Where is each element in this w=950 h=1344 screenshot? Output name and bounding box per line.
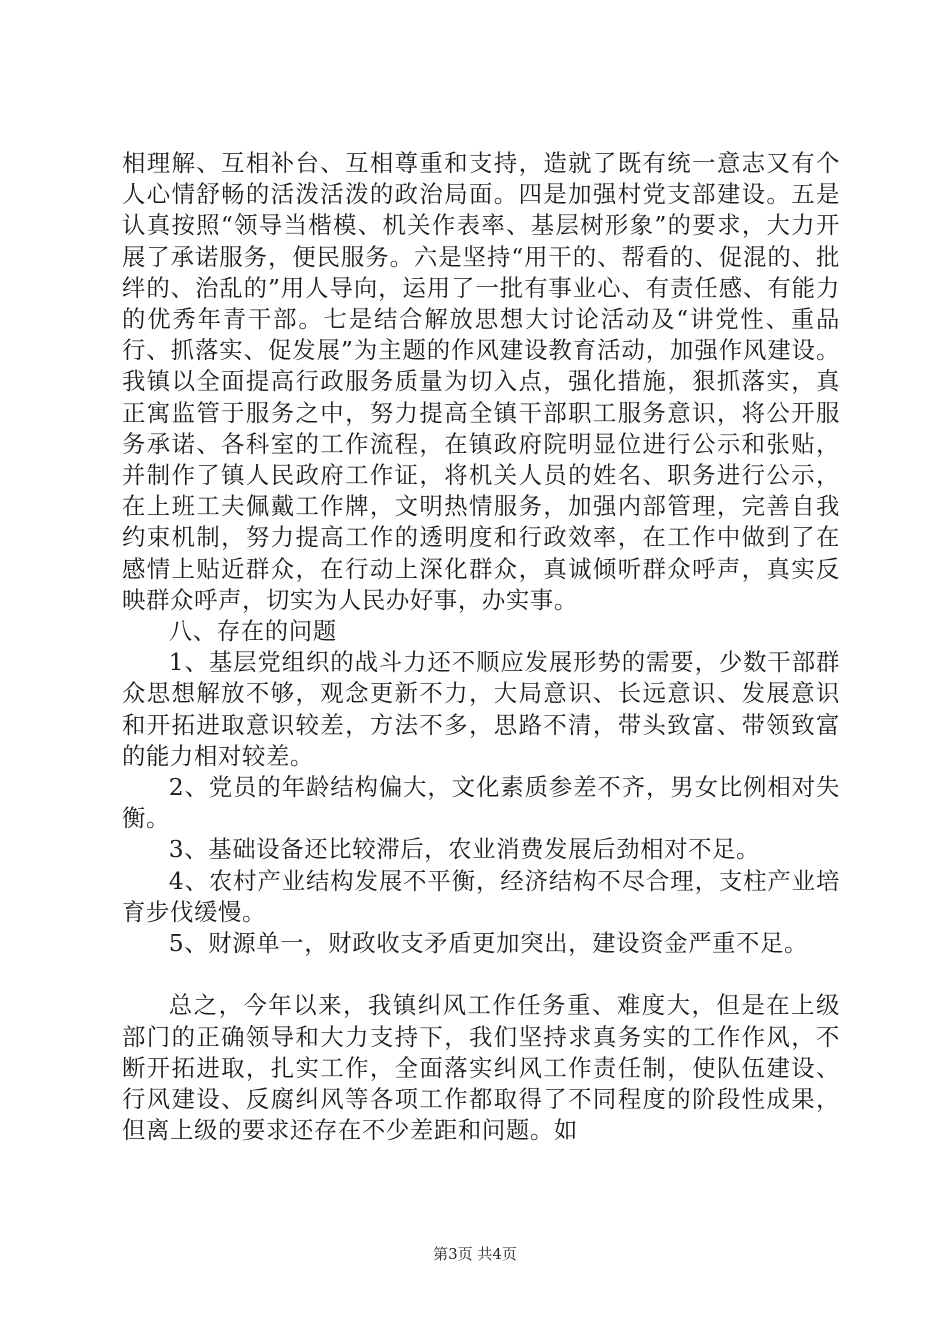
document-body — [122, 148, 840, 1146]
problem-item: 1、基层党组织的战斗力还不顺应发展形势的需要，少数干部群众思想解放不够，观念更新不力，大局意识、长远意识、发展意识和开拓进取意识较差，方法不多，思路不清，带头致富、带领致富的能力相对较差。 — [122, 648, 840, 770]
problem-item: 2、党员的年龄结构偏大，文化素质参差不齐，男女比例相对失衡。 — [122, 773, 840, 833]
section-heading: 八、存在的问题 — [168, 617, 337, 646]
paragraph-gap — [122, 959, 840, 990]
problem-item: 3、基础设备还比较滞后，农业消费发展后劲相对不足。 — [168, 835, 761, 864]
paragraph-continued: 相理解、互相补台、互相尊重和支持，造就了既有统一意志又有个人心情舒畅的活泼活泼的政治局面。四是加强村党支部建设。五是认真按照“领导当楷模、机关作表率、基层树形象”的要求，大力开展了承诺服务，便民服务。六是坚持“用干的、帮看的、促混的、批绊的、治乱的”用人导向，运用了一批有事业心、有责任感、有能力的优秀年青干部。七是结合解放思想大讨论活动及“讲党性、重品行、抓落实、促发展”为主题的作风建设教育活动，加强作风建设。我镇以全面提高行政服务质量为切入点，强化措施，狠抓落实，真正寓监管于服务之中，努力提高全镇干部职工服务意识，将公开服务承诺、各科室的工作流程，在镇政府院明显位进行公示和张贴，并制作了镇人民政府工作证，将机关人员的姓名、职务进行公示，在上班工夫佩戴工作牌，文明热情服务，加强内部管理，完善自我约束机制，努力提高工作的透明度和行政效率，在工作中做到了在感情上贴近群众，在行动上深化群众，真诚倾听群众呼声，真实反映群众呼声，切实为人民办好事，办实事。 — [122, 149, 840, 614]
page-footer: 第3页 共4页 — [433, 1245, 517, 1263]
problem-item: 5、财源单一，财政收支矛盾更加突出，建设资金严重不足。 — [168, 929, 809, 958]
problem-item: 4、农村产业结构发展不平衡，经济结构不尽合理，支柱产业培育步伐缓慢。 — [122, 866, 840, 926]
summary-paragraph: 总之，今年以来，我镇纠风工作任务重、难度大，但是在上级部门的正确领导和大力支持下，我们坚持求真务实的工作作风，不断开拓进取，扎实工作，全面落实纠风工作责任制，使队伍建设、行风建设、反腐纠风等各项工作都取得了不同程度的阶段性成果，但离上级的要求还存在不少差距和问题。如 — [122, 991, 840, 1145]
